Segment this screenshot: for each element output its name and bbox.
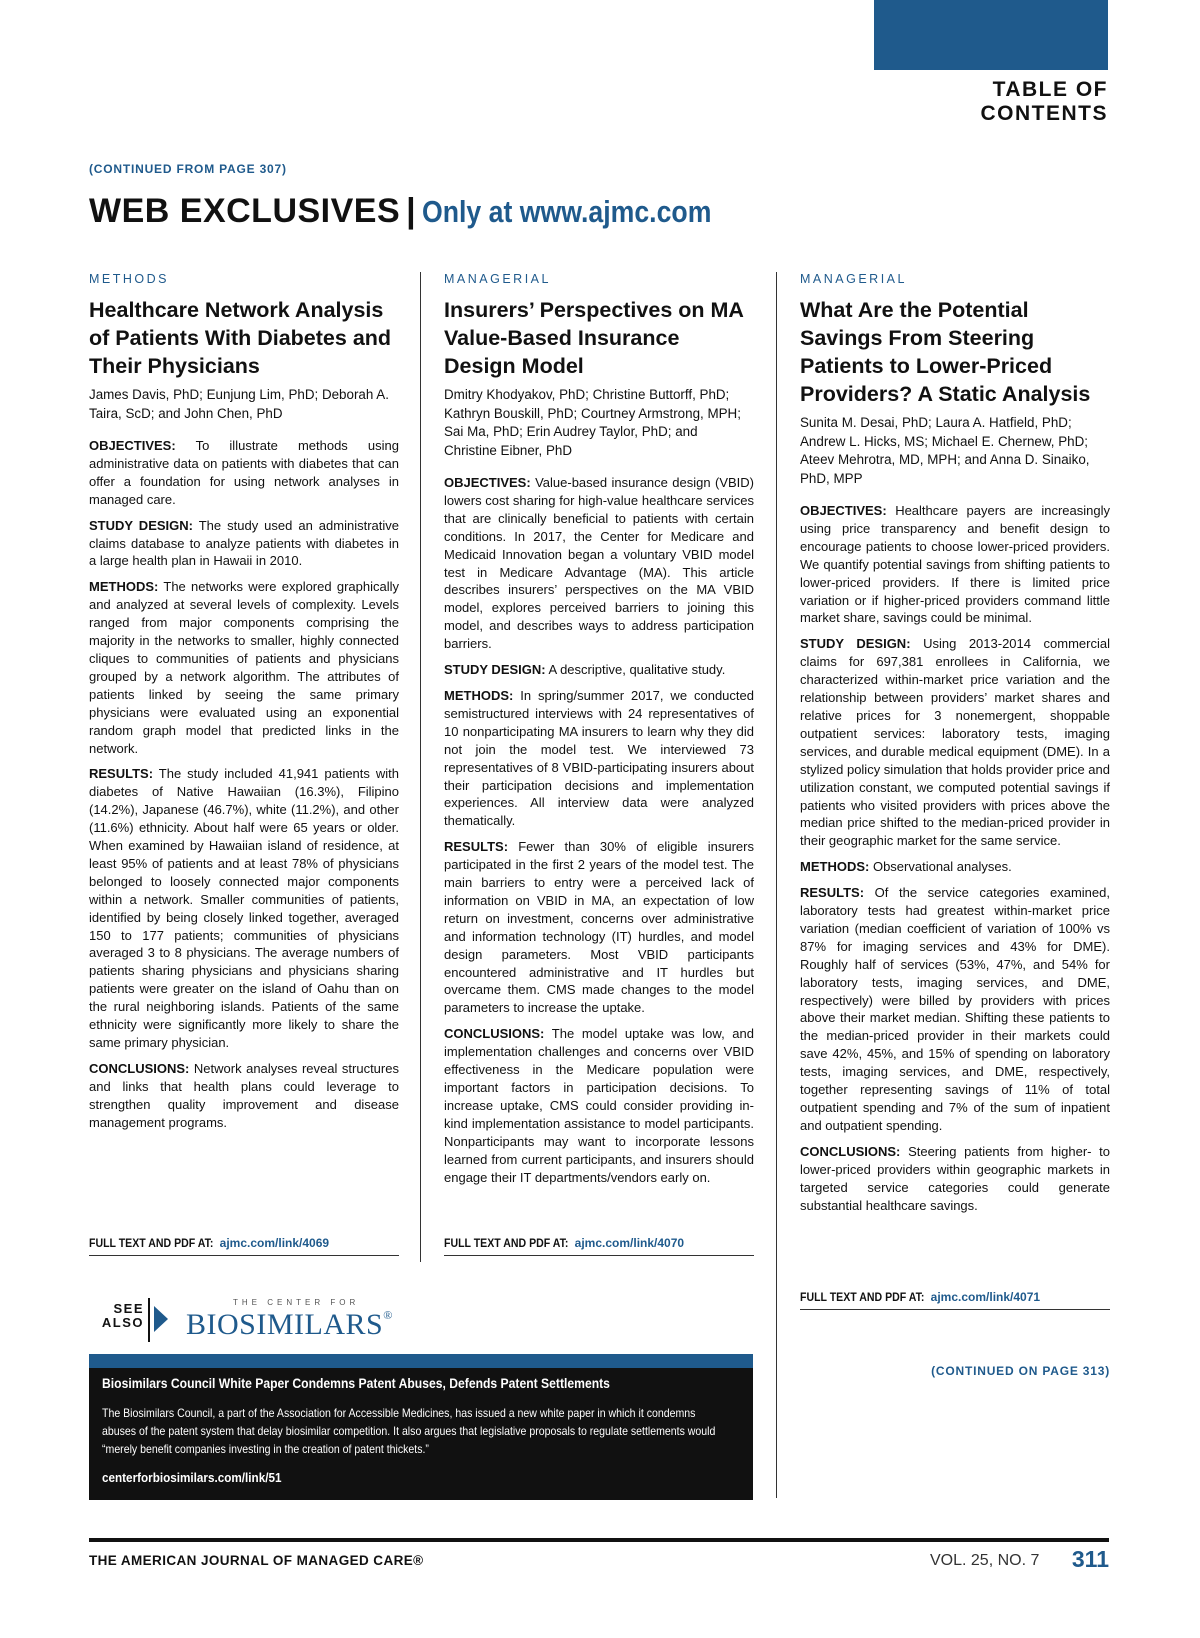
- section-label: STUDY DESIGN:: [800, 636, 911, 652]
- article-title[interactable]: What Are the Potential Savings From Steering Patients to Lower-Priced Providers? A Static Analysis: [800, 298, 1091, 406]
- objectives-paragraph: [89, 437, 399, 509]
- conclusions-paragraph: [89, 1060, 399, 1132]
- full-text-link[interactable]: ajmc.com/link/4071: [930, 1290, 1041, 1304]
- full-text-label: FULL TEXT AND PDF AT:: [800, 1290, 925, 1304]
- section-text: To illustrate methods using administrative data on patients with diabetes that can offer a foundation for using network analyses in managed care.: [89, 438, 399, 507]
- article-1: [89, 272, 399, 1140]
- volume-issue: VOL. 25, NO. 7: [930, 1552, 1040, 1569]
- section-label: CONCLUSIONS:: [444, 1026, 545, 1042]
- continued-from-label: (CONTINUED FROM PAGE 307): [89, 162, 287, 176]
- section-text: Using 2013-2014 commercial claims for 697,381 enrollees in California, we characterized within-market price variation and the relationship between providers’ market shares and relative prices for 3 nonemergent, shoppable outpatient services: laboratory tests, imaging services, and durable medical equipment (DME). In a stylized policy simulation that holds provider price and utilization constant, we computed potential savings if patients who visited providers with prices above the median price shifted to the median-priced provider in their geographic market for the same service.: [800, 636, 1110, 849]
- table-of-contents-label: TABLE OF CONTENTS: [980, 78, 1108, 125]
- page-heading: [89, 192, 758, 231]
- conclusions-paragraph: [444, 1025, 754, 1186]
- biosimilars-logo-subtitle: THE CENTER FOR: [233, 1298, 360, 1307]
- full-text-line-2: [444, 1236, 754, 1256]
- section-text: Of the service categories examined, laboratory tests had greatest within-market price variation (median coefficient of variation of 100% vs 87% for imaging services and 43% for DME). Roughly half of services (53%, 47%, and 54% for laboratory tests, imaging services, and DME, respectively) were billed by providers with prices above their market median. Shifting these patients to the median-priced provider in their markets could save 42%, 45%, and 15% of spending on laboratory tests, imaging services, and DME, respectively, together representing savings of 11% of total outpatient spending and 7% of the sum of inpatient and outpatient spending.: [800, 885, 1110, 1133]
- section-label: STUDY DESIGN:: [444, 662, 546, 678]
- biosimilars-logo-text: BIOSIMILARS: [186, 1308, 384, 1341]
- section-label: OBJECTIVES:: [89, 438, 176, 453]
- section-label: METHODS:: [800, 859, 870, 875]
- section-label: OBJECTIVES:: [800, 503, 887, 518]
- objectives-paragraph: [444, 474, 754, 653]
- full-text-line-1: [89, 1236, 399, 1256]
- biosimilars-logo[interactable]: [186, 1308, 393, 1342]
- registered-mark: ®: [383, 1308, 393, 1322]
- study-design-paragraph: [800, 635, 1110, 850]
- section-url[interactable]: Only at www.ajmc.com: [421, 194, 712, 229]
- article-category: MANAGERIAL: [444, 272, 551, 286]
- section-text: Network analyses reveal structures and links that health plans could leverage to strengthen quality improvement and disease management programs.: [89, 1060, 399, 1130]
- section-label: RESULTS:: [89, 766, 154, 782]
- promo-title[interactable]: Biosimilars Council White Paper Condemns Patent Abuses, Defends Patent Settlements: [102, 1376, 610, 1391]
- article-authors: James Davis, PhD; Eunjung Lim, PhD; Deborah A. Taira, ScD; and John Chen, PhD: [89, 387, 389, 421]
- results-paragraph: [444, 838, 754, 1017]
- results-paragraph: [89, 765, 399, 1052]
- section-text: A descriptive, qualitative study.: [548, 662, 726, 678]
- section-text: In spring/summer 2017, we conducted semistructured interviews with 24 representatives of 10 nonparticipating MA insurers to learn why they did not join the model test. We interviewed 73 representatives of 8 VBID-participating insurers about their participation decisions and implementation experiences. All interview data were analyzed thematically.: [444, 687, 754, 829]
- conclusions-paragraph: [800, 1143, 1110, 1215]
- column-divider-1: [420, 272, 421, 1262]
- results-paragraph: [800, 884, 1110, 1135]
- page-number: 311: [1071, 1546, 1109, 1572]
- section-label: RESULTS:: [444, 839, 509, 855]
- study-design-paragraph: [89, 517, 399, 571]
- promo-box: [89, 1354, 753, 1500]
- section-text: The networks were explored graphically and analyzed at several levels of complexity. Levels ranged from major components comprising the majority in the networks to smaller, highly connected cliques to communities of patients and physicians grouped by a network algorithm. The attributes of patients linked by seeing the same primary physicians were evaluated using an exponential random graph model that predicted links in the network.: [89, 579, 399, 756]
- section-label: STUDY DESIGN:: [89, 517, 193, 533]
- see-also-divider: [148, 1298, 150, 1342]
- promo-top-bar: [89, 1354, 753, 1368]
- section-text: Steering patients from higher- to lower-priced providers within geographic markets in targeted service categories could generate substantial healthcare savings.: [800, 1143, 1110, 1213]
- methods-paragraph: [444, 687, 754, 830]
- continued-on-label: (CONTINUED ON PAGE 313): [931, 1364, 1110, 1378]
- section-text: Healthcare payers are increasingly using price transparency and benefit design to encourage patients to choose lower-priced providers. We quantify potential savings from shifting patients to lower-priced providers. If there is limited price variation or if higher-priced providers command little market share, savings could be minimal.: [800, 503, 1110, 626]
- article-authors: Dmitry Khodyakov, PhD; Christine Buttorff, PhD; Kathryn Bouskill, PhD; Courtney Armstrong, MPH; Sai Ma, PhD; Erin Audrey Taylor, PhD; and Christine Eibner, PhD: [444, 387, 741, 458]
- section-label: RESULTS:: [800, 885, 865, 901]
- full-text-link[interactable]: ajmc.com/link/4070: [574, 1236, 685, 1250]
- article-category: MANAGERIAL: [800, 272, 907, 286]
- toc-color-block: [874, 0, 1108, 70]
- section-text: Observational analyses.: [872, 859, 1012, 875]
- section-text: Fewer than 30% of eligible insurers participated in the first 2 years of the model test. The main barriers to entry were a perceived lack of information on VBID in MA, an expectation of low return on investment, concerns over administrative and information technology (IT) hurdles, and model design parameters. Most VBID participants encountered administrative and IT hurdles but overcame them. CMS made changes to the model parameters to increase the uptake.: [444, 839, 754, 1016]
- methods-paragraph: [89, 578, 399, 757]
- play-triangle-icon: [154, 1306, 168, 1332]
- full-text-label: FULL TEXT AND PDF AT:: [89, 1236, 214, 1250]
- column-divider-2: [776, 272, 777, 1498]
- section-text: The study used an administrative claims database to analyze patients with diabetes in a large health plan in Hawaii in 2010.: [89, 517, 399, 569]
- journal-name: THE AMERICAN JOURNAL OF MANAGED CARE®: [89, 1553, 424, 1568]
- section-label: METHODS:: [89, 579, 159, 595]
- section-text: The model uptake was low, and implementation challenges and concerns over VBID effectiveness in the Medicare population were important factors in participation decisions. To increase uptake, CMS could consider providing in-kind implementation assistance to model participants. Nonparticipants may want to incorporate lessons learned from current participants, and insurers should engage their IT departments/vendors early on.: [444, 1026, 754, 1185]
- full-text-label: FULL TEXT AND PDF AT:: [444, 1236, 569, 1250]
- section-title: WEB EXCLUSIVES: [89, 192, 401, 230]
- section-text: Value-based insurance design (VBID) lowers cost sharing for high-value healthcare services that are clinically beneficial to patients with certain conditions. In 2017, the Center for Medicare and Medicaid Innovation began a voluntary VBID model test in Medicare Advantage (MA). This article describes insurers’ perspectives on the MA VBID model, explores perceived barriers to joining this model, and describes ways to address participation barriers.: [444, 475, 754, 652]
- full-text-line-3: [800, 1290, 1110, 1310]
- section-text: The study included 41,941 patients with diabetes of Native Hawaiian (16.3%), Filipino (14.2%), Japanese (46.7%), white (11.2%), and other (11.6%) ethnicity. About half were 65 years or older. When examined by Hawaiian island of residence, at least 95% of patients and at least 78% of physicians belonged to loosely connected major components within a network. Smaller communities of patients, identified by being closely linked together, averaged 150 to 177 patients; communities of physicians averaged 3 to 8 physicians. The average numbers of patients sharing physicians and physicians sharing patients were greater on the island of Oahu than on the rural neighboring islands. Patients of the same ethnicity were significantly more likely to share the same primary physician.: [89, 766, 399, 1050]
- section-label: METHODS:: [444, 687, 514, 703]
- see-also-line-2: ALSO: [101, 1315, 144, 1330]
- article-authors: Sunita M. Desai, PhD; Laura A. Hatfield, PhD; Andrew L. Hicks, MS; Michael E. Chernew, PhD; Ateev Mehrotra, MD, MPH; and Anna D. Sinaiko, PhD, MPP: [800, 415, 1090, 486]
- see-also-label: [89, 1302, 144, 1330]
- heading-separator: |: [406, 192, 416, 230]
- article-category: METHODS: [89, 272, 169, 286]
- article-title[interactable]: Insurers’ Perspectives on MA Value-Based Insurance Design Model: [444, 298, 744, 378]
- promo-body: The Biosimilars Council, a part of the Association for Accessible Medicines, has issued a new white paper in which it condemns abuses of the patent system that delay biosimilar competition. It also argues that legislative proposals to regulate settlements would “merely benefit companies investing in the creation of patent thickets.”: [102, 1406, 716, 1456]
- footer-rule: [89, 1538, 1109, 1542]
- see-also-line-1: SEE: [113, 1301, 144, 1316]
- article-2: [444, 272, 754, 1194]
- promo-link[interactable]: centerforbiosimilars.com/link/51: [102, 1470, 282, 1485]
- section-label: CONCLUSIONS:: [800, 1143, 901, 1159]
- section-label: CONCLUSIONS:: [89, 1060, 190, 1076]
- article-title[interactable]: Healthcare Network Analysis of Patients With Diabetes and Their Physicians: [89, 298, 392, 378]
- methods-paragraph: [800, 858, 1110, 876]
- study-design-paragraph: [444, 661, 754, 679]
- article-3: [800, 272, 1110, 1222]
- objectives-paragraph: [800, 502, 1110, 627]
- section-label: OBJECTIVES:: [444, 475, 531, 490]
- full-text-link[interactable]: ajmc.com/link/4069: [219, 1236, 330, 1250]
